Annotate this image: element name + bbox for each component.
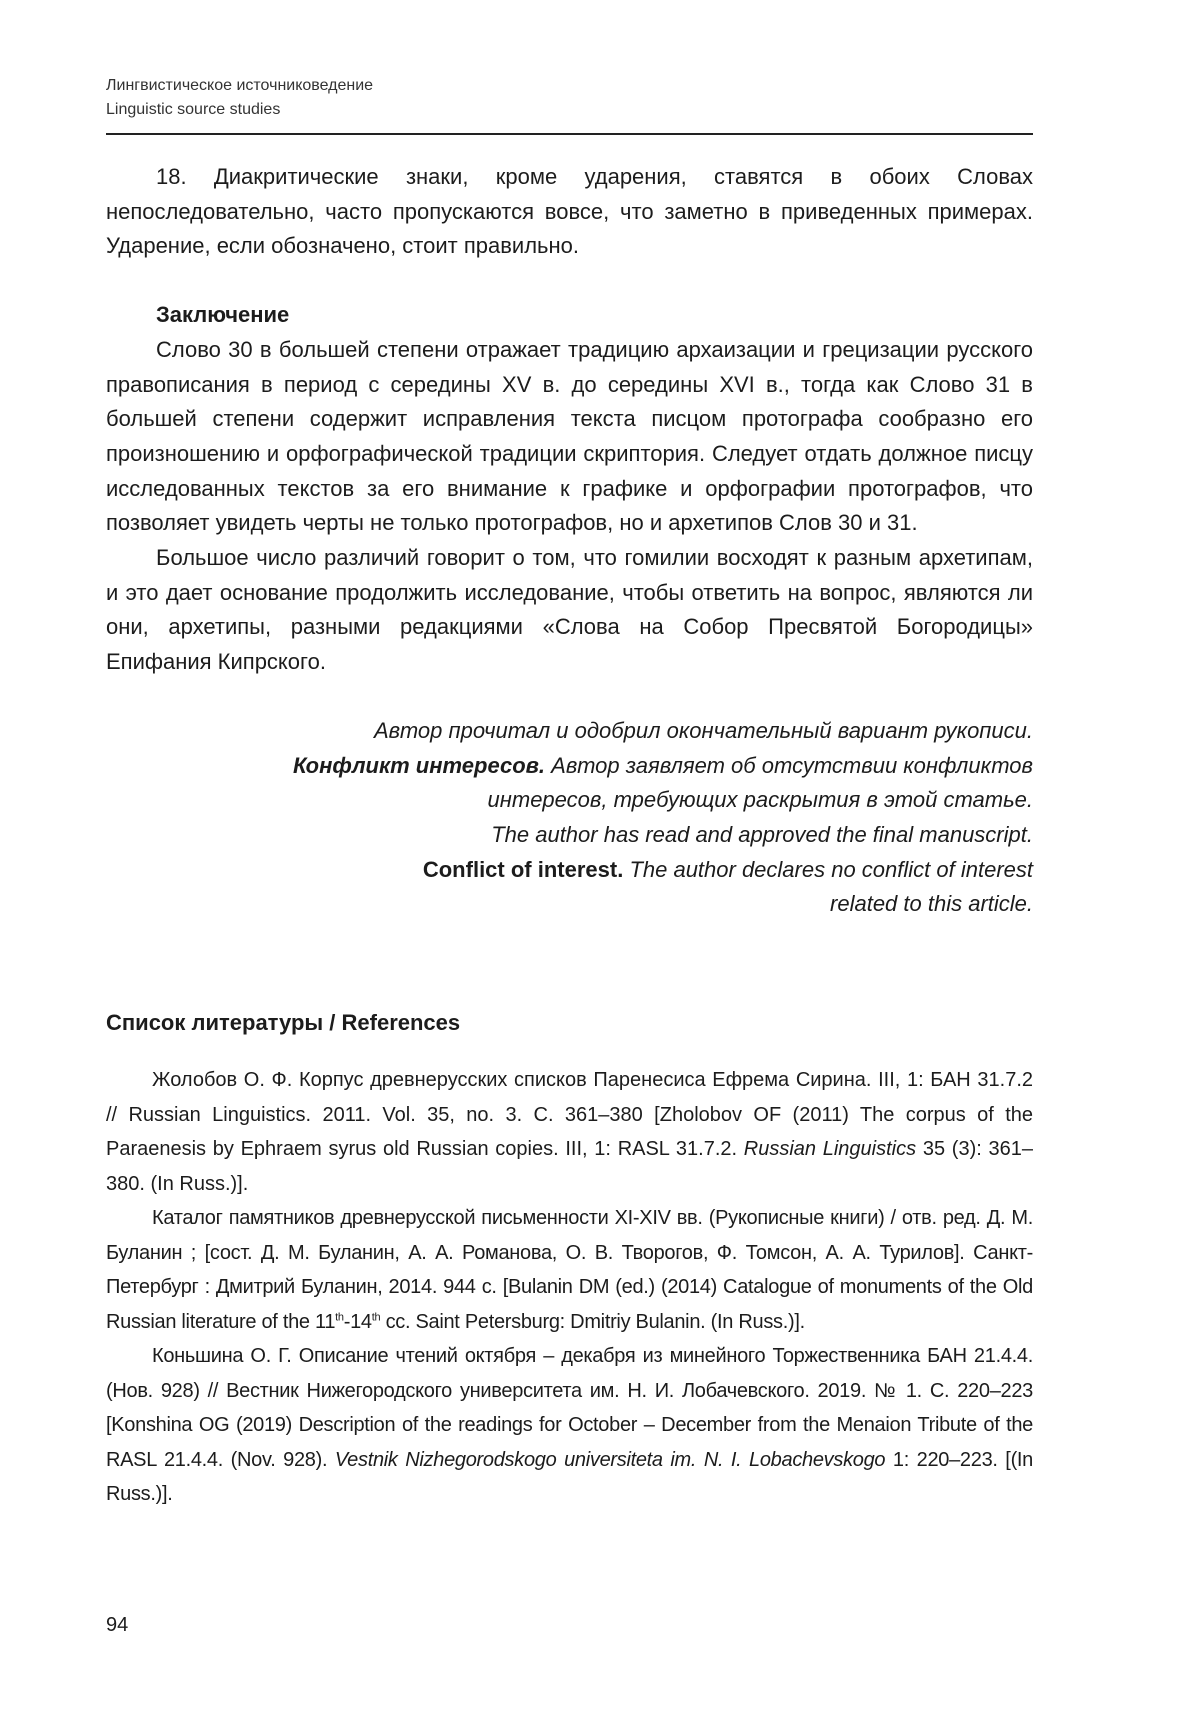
running-head-ru: Лингвистическое источниковедение [106, 77, 374, 94]
references-title: Список литературы / References [106, 1010, 461, 1035]
ref3-text: Коньшина О. Г. Описание чтений октября – декабря из минейного Торжественника БАН 21.4.4. (Нов. 928) // Вестник Нижегородского университета им. Н. И. Лобачевского. 2019. № 1. С. 220–223 [Konshina OG (2019) Description of the readings for October – December from the Menaion Tribute of the RASL 21.4.4. (Nov. 928). [106, 1345, 1033, 1471]
article-body [106, 160, 1033, 922]
ref3-tail: 1: 220–223. [(In Russ.)]. [106, 1448, 1034, 1505]
reference-3 [106, 1339, 1033, 1512]
conflict-statement-en [106, 853, 1033, 888]
ref1-journal: Russian Linguistics [743, 1138, 917, 1160]
ref2-sup-2: th [371, 1310, 381, 1323]
paragraph-18: 18. Диакритические знаки, кроме ударения, ставятся в обоих Словах непоследовательно, часто пропускаются вовсе, что заметно в приведенных примерах. Ударение, если обозначено, стоит правильно. [106, 164, 1033, 259]
running-head [106, 74, 373, 122]
reference-2 [106, 1201, 1033, 1339]
conflict-label-en: Conflict of interest. [422, 856, 624, 882]
ref2-sup-1: th [335, 1310, 344, 1323]
header-rule [106, 133, 1033, 135]
ref1-text: Жолобов О. Ф. Корпус древнерусских списков Паренесиса Ефрема Сирина. III, 1: БАН 31.7.2 // Russian Linguistics. 2011. Vol. 35, no. 3. С. 361–380 [Zholobov OF (2011) The corpus of the Paraenesis by Ephraem syrus old Russian copies. III, 1: RASL 31.7.2. [106, 1069, 1033, 1160]
ref2-tail: cc. Saint Petersburg: Dmitriy Bulanin. (In Russ.)]. [380, 1310, 805, 1333]
conflict-text-en-2: related to this article. [830, 891, 1033, 917]
conclusion-heading: Заключение [156, 302, 290, 328]
page-number: 94 [106, 1614, 129, 1636]
ref2-text: Каталог памятников древнерусской письменности XI-XIV вв. (Рукописные книги) / отв. ред. Д. М. Буланин ; [сост. Д. М. Буланин, А. А. Романова, О. В. Творогов, Ф. Томсон, А. А. Турилов]. Санкт-Петербург : Дмитрий Буланин, 2014. 944 с. [Bulanin DM (ed.) (2014) Catalogue of monuments of the Old Russian literature of the 11 [106, 1207, 1033, 1333]
conflict-label-ru: Конфликт интересов. [292, 752, 546, 778]
conflict-text-ru-2: интересов, требующих раскрытия в этой статье. [487, 787, 1033, 813]
approval-statement-ru: Автор прочитал и одобрил окончательный вариант рукописи. [373, 717, 1033, 743]
references-list [106, 1063, 1033, 1512]
conclusion-paragraph-2: Большое число различий говорит о том, что гомилии восходят к разным архетипам, и это дает основание продолжить исследование, чтобы ответить на вопрос, являются ли они, архетипы, разными редакциями «Слова на Собор Пресвятой Богородицы» Епифания Кипрского. [106, 545, 1033, 675]
conflict-text-ru-1: Автор заявляет об отсутствии конфликтов [551, 752, 1033, 778]
reference-1 [106, 1063, 1033, 1201]
page [106, 0, 1033, 1729]
author-statements [106, 714, 1033, 922]
ref1-tail: 35 (3): 361–380. (In Russ.)]. [106, 1138, 1033, 1195]
ref2-mid: -14 [343, 1310, 372, 1333]
ref3-journal: Vestnik Nizhegorodskogo universiteta im. N. I. Lobachevskogo [334, 1448, 886, 1471]
approval-statement-en: The author has read and approved the final manuscript. [491, 821, 1033, 847]
running-head-en: Linguistic source studies [106, 101, 281, 118]
conflict-text-en-1: The author declares no conflict of interest [629, 856, 1033, 882]
conflict-statement-ru [106, 749, 1033, 784]
conclusion-paragraph-1: Слово 30 в большей степени отражает традицию архаизации и грецизации русского правописания в период с середины XV в. до середины XVI в., тогда как Слово 31 в большей степени содержит исправления текста писцом протографа сообразно его произношению и орфографической традиции скриптория. Следует отдать должное писцу исследованных текстов за его внимание к графике и орфографии протографов, что позволяет увидеть черты не только протографов, но и архетипов Слов 30 и 31. [106, 336, 1033, 536]
